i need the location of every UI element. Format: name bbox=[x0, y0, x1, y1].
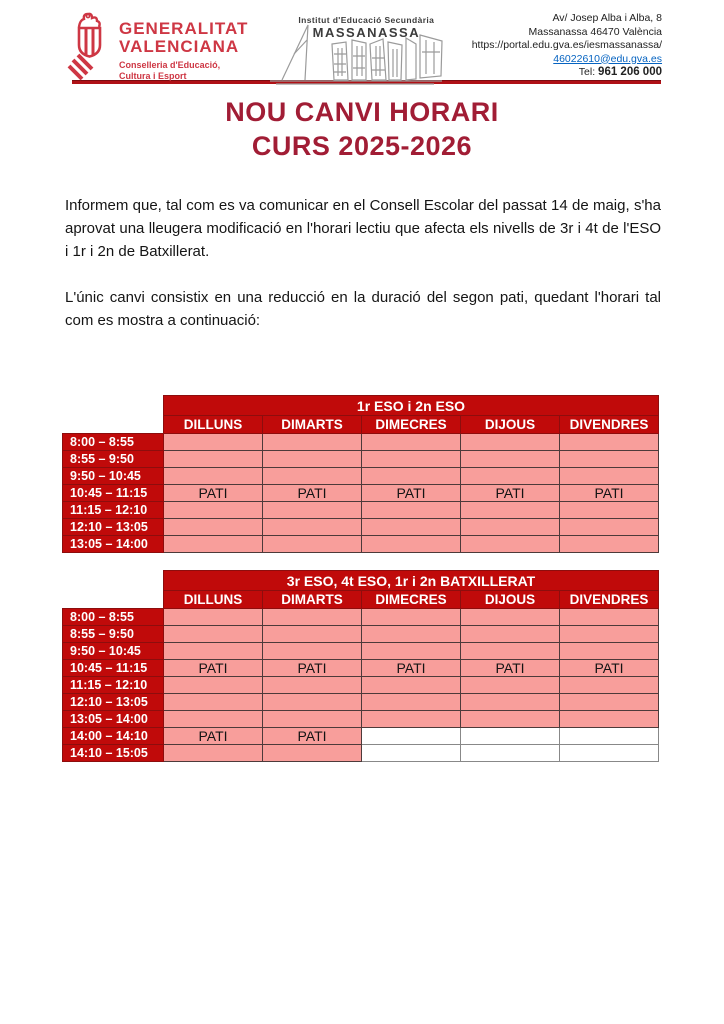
time-cell: 10:45 – 11:15 bbox=[63, 660, 164, 677]
page-title-line1: NOU CANVI HORARI bbox=[225, 97, 499, 127]
table-row bbox=[63, 677, 659, 694]
schedule-cell bbox=[362, 643, 461, 660]
schedule-cell bbox=[461, 434, 560, 451]
schedule-cell bbox=[560, 694, 659, 711]
gva-logo bbox=[66, 12, 248, 93]
table-row bbox=[63, 468, 659, 485]
schedule-cell: PATI bbox=[164, 660, 263, 677]
schedule-cell bbox=[164, 434, 263, 451]
day-header: DIMECRES bbox=[362, 591, 461, 609]
corner-spacer bbox=[63, 416, 164, 434]
schedule-cell bbox=[362, 519, 461, 536]
school-logo-text bbox=[288, 15, 444, 40]
time-cell: 11:15 – 12:10 bbox=[63, 502, 164, 519]
gva-dept-line2: Cultura i Esport bbox=[119, 71, 187, 81]
schedule-cell bbox=[362, 451, 461, 468]
table-row bbox=[63, 745, 659, 762]
schedule-cell bbox=[164, 451, 263, 468]
schedule-cell: PATI bbox=[560, 485, 659, 502]
schedule-cell bbox=[164, 609, 263, 626]
time-cell: 11:15 – 12:10 bbox=[63, 677, 164, 694]
schedule-cell bbox=[560, 609, 659, 626]
day-header: DIMECRES bbox=[362, 416, 461, 434]
schedule-cell bbox=[263, 694, 362, 711]
schedule-cell bbox=[560, 626, 659, 643]
day-header: DIMARTS bbox=[263, 591, 362, 609]
time-cell: 8:55 – 9:50 bbox=[63, 626, 164, 643]
school-logo bbox=[266, 12, 442, 90]
contact-address-line2: Massanassa 46470 València bbox=[528, 25, 662, 38]
table-row bbox=[63, 728, 659, 745]
schedule-cell bbox=[263, 626, 362, 643]
schedule-cell bbox=[362, 434, 461, 451]
day-header: DIJOUS bbox=[461, 416, 560, 434]
corner-spacer bbox=[63, 396, 164, 416]
day-header: DIVENDRES bbox=[560, 591, 659, 609]
schedule-cell bbox=[362, 502, 461, 519]
schedule-cell bbox=[461, 502, 560, 519]
letterhead bbox=[0, 0, 724, 80]
contact-address-line1: Av/ Josep Alba i Alba, 8 bbox=[552, 12, 662, 24]
day-header: DILLUNS bbox=[164, 416, 263, 434]
schedule-table-2 bbox=[62, 570, 659, 762]
schedule-cell bbox=[461, 626, 560, 643]
time-cell: 12:10 – 13:05 bbox=[63, 519, 164, 536]
time-cell: 8:00 – 8:55 bbox=[63, 609, 164, 626]
time-cell: 14:00 – 14:10 bbox=[63, 728, 164, 745]
gva-logo-text bbox=[119, 12, 248, 82]
table-row bbox=[63, 519, 659, 536]
table-row bbox=[63, 626, 659, 643]
schedule-cell bbox=[560, 711, 659, 728]
schedule-cell bbox=[461, 677, 560, 694]
schedule-cell bbox=[560, 502, 659, 519]
schedule-cell bbox=[263, 711, 362, 728]
gva-name-line1: GENERALITAT bbox=[119, 19, 249, 38]
schedule-cell bbox=[461, 609, 560, 626]
time-cell: 10:45 – 11:15 bbox=[63, 485, 164, 502]
contact-website: https://portal.edu.gva.es/iesmassanassa/ bbox=[471, 39, 662, 51]
schedule-cell: PATI bbox=[263, 728, 362, 745]
schedule-cell bbox=[461, 451, 560, 468]
table-row bbox=[63, 694, 659, 711]
schedule-cell bbox=[164, 694, 263, 711]
schedule-cell bbox=[263, 451, 362, 468]
schedule-cell bbox=[461, 468, 560, 485]
day-header: DIJOUS bbox=[461, 591, 560, 609]
contact-telephone: Tel: 961 206 000 bbox=[578, 66, 662, 78]
schedule-cell bbox=[362, 728, 461, 745]
schedule-cell bbox=[164, 468, 263, 485]
table-row bbox=[63, 660, 659, 677]
table-row bbox=[63, 434, 659, 451]
schedule-cell bbox=[362, 677, 461, 694]
schedule-cell bbox=[560, 519, 659, 536]
schedule-cell bbox=[560, 745, 659, 762]
schedule-cell bbox=[362, 694, 461, 711]
schedule-cell bbox=[164, 519, 263, 536]
schedule-cell bbox=[164, 745, 263, 762]
schedule-cell bbox=[461, 745, 560, 762]
day-header: DIMARTS bbox=[263, 416, 362, 434]
schedule-cell bbox=[263, 434, 362, 451]
schedule-cell bbox=[164, 711, 263, 728]
day-header: DILLUNS bbox=[164, 591, 263, 609]
schedule-cell bbox=[461, 643, 560, 660]
table-row bbox=[63, 609, 659, 626]
schedule-cell: PATI bbox=[461, 485, 560, 502]
schedule-cell bbox=[164, 626, 263, 643]
schedule-cell bbox=[560, 728, 659, 745]
paragraph-announcement: Informem que, tal com es va comunicar en el Consell Escolar del passat 14 de maig, s'ha aprovat una lleugera modificació en l'horari lectiu que afecta els nivells de 3r i 4t de l'ESO i 1r i 2n de Batxillerat. bbox=[65, 197, 661, 260]
schedule-cell: PATI bbox=[560, 660, 659, 677]
table-title: 3r ESO, 4t ESO, 1r i 2n BATXILLERAT bbox=[164, 571, 659, 591]
schedule-cell bbox=[461, 728, 560, 745]
table-row bbox=[63, 485, 659, 502]
schedule-cell: PATI bbox=[164, 485, 263, 502]
schedule-cell: PATI bbox=[263, 660, 362, 677]
contact-email-link[interactable]: 46022610@edu.gva.es bbox=[553, 52, 662, 65]
schedule-cell bbox=[461, 711, 560, 728]
schedule-cell bbox=[362, 711, 461, 728]
schedule-cell bbox=[263, 677, 362, 694]
schedule-cell bbox=[164, 677, 263, 694]
time-cell: 9:50 – 10:45 bbox=[63, 468, 164, 485]
schedule-table-1 bbox=[62, 395, 659, 553]
schedule-cell bbox=[164, 643, 263, 660]
table-row bbox=[63, 451, 659, 468]
table-row bbox=[63, 643, 659, 660]
schedule-cell: PATI bbox=[461, 660, 560, 677]
table-row bbox=[63, 502, 659, 519]
schedule-cell bbox=[560, 451, 659, 468]
schedule-cell bbox=[263, 519, 362, 536]
schedule-cell bbox=[164, 502, 263, 519]
paragraph-change-detail: L'únic canvi consistix en una reducció en la duració del segon pati, quedant l'horari tal com es mostra a continuació: bbox=[65, 289, 661, 329]
schedule-cell bbox=[560, 434, 659, 451]
schedule-cell bbox=[461, 536, 560, 553]
telephone-number: 961 206 000 bbox=[598, 66, 662, 78]
time-cell: 13:05 – 14:00 bbox=[63, 536, 164, 553]
schedule-cell bbox=[362, 609, 461, 626]
schedule-cell bbox=[164, 536, 263, 553]
school-name-line2: MASSANASSA bbox=[312, 25, 421, 40]
schedule-cell bbox=[461, 519, 560, 536]
time-cell: 8:55 – 9:50 bbox=[63, 451, 164, 468]
schedule-cell bbox=[560, 643, 659, 660]
body-text bbox=[65, 194, 661, 332]
schedule-tables bbox=[0, 395, 724, 762]
school-name-line1: Institut d'Educació Secundària bbox=[298, 15, 435, 25]
table-row bbox=[63, 711, 659, 728]
schedule-cell bbox=[263, 468, 362, 485]
gva-name-line2: VALENCIANA bbox=[119, 37, 240, 56]
day-header: DIVENDRES bbox=[560, 416, 659, 434]
schedule-cell bbox=[263, 536, 362, 553]
schedule-cell bbox=[362, 468, 461, 485]
schedule-cell bbox=[560, 468, 659, 485]
gva-dept-line1: Conselleria d'Educació, bbox=[119, 60, 221, 70]
schedule-cell: PATI bbox=[263, 485, 362, 502]
schedule-cell: PATI bbox=[362, 485, 461, 502]
time-cell: 13:05 – 14:00 bbox=[63, 711, 164, 728]
schedule-cell bbox=[263, 609, 362, 626]
table-row bbox=[63, 536, 659, 553]
schedule-cell bbox=[461, 694, 560, 711]
schedule-cell bbox=[263, 643, 362, 660]
time-cell: 9:50 – 10:45 bbox=[63, 643, 164, 660]
time-cell: 8:00 – 8:55 bbox=[63, 434, 164, 451]
schedule-cell bbox=[362, 745, 461, 762]
table-title: 1r ESO i 2n ESO bbox=[164, 396, 659, 416]
page-title-line2: CURS 2025-2026 bbox=[251, 131, 473, 161]
corner-spacer bbox=[63, 591, 164, 609]
schedule-cell: PATI bbox=[362, 660, 461, 677]
schedule-cell bbox=[362, 536, 461, 553]
time-cell: 12:10 – 13:05 bbox=[63, 694, 164, 711]
contact-block bbox=[442, 12, 662, 80]
page-title bbox=[0, 95, 724, 163]
schedule-cell bbox=[263, 745, 362, 762]
schedule-cell bbox=[560, 677, 659, 694]
corner-spacer bbox=[63, 571, 164, 591]
gva-emblem-icon bbox=[66, 12, 112, 93]
time-cell: 14:10 – 15:05 bbox=[63, 745, 164, 762]
schedule-cell bbox=[560, 536, 659, 553]
schedule-cell bbox=[263, 502, 362, 519]
schedule-cell: PATI bbox=[164, 728, 263, 745]
schedule-cell bbox=[362, 626, 461, 643]
